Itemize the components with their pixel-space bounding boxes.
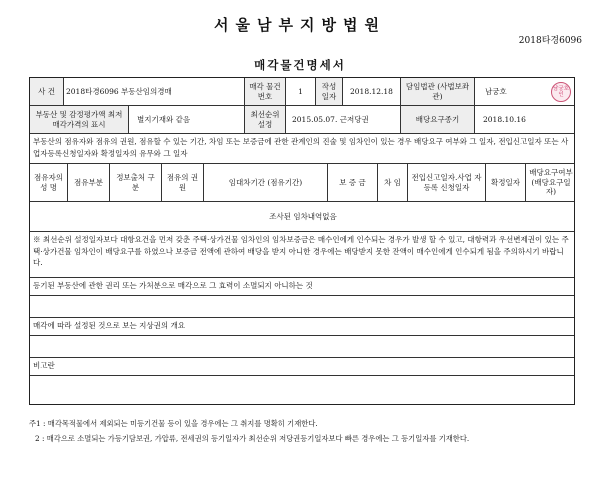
footnotes — [29, 418, 581, 447]
occupancy-col-header: 전입신고일자.사업 자등록 신청일자 — [408, 164, 486, 201]
remarks-content — [30, 376, 574, 404]
occupancy-col-header: 임대차기간 (점유기간) — [204, 164, 328, 201]
footnote-2: 2 : 매각으로 소멸되는 가등기담보권, 가압류, 전세권의 등기일자가 최선순위 저당권등기일자보다 빠른 경우에는 그 등기일자를 기재한다. — [35, 433, 470, 443]
document-title: 매각물건명세서 — [254, 58, 346, 72]
superficies-label: 매각에 따라 설정된 것으로 보는 지상권의 개요 — [30, 318, 574, 336]
occupancy-col-header: 보 증 금 — [328, 164, 378, 201]
superficies-content — [30, 336, 574, 358]
occupancy-col-header: 점유부분 — [68, 164, 110, 201]
occupancy-col-header: 차 임 — [378, 164, 408, 201]
case-row — [30, 78, 574, 106]
appraisal-label: 부동산 및 감정평가액 최저매각가격의 표시 — [30, 106, 129, 133]
appraisal-row — [30, 106, 574, 134]
occupancy-col-header: 점유의 권 원 — [162, 164, 204, 201]
appraisal-value: 별지기재와 같음 — [129, 106, 245, 133]
occupancy-empty-row — [30, 202, 574, 232]
footnote-1: 주1 : 매각목적물에서 제외되는 미등기건물 등이 있을 경우에는 그 취지를 명확히 기재한다. — [29, 419, 318, 428]
case-value: 2018타경6096 부동산임의경매 — [64, 78, 245, 105]
written-date-value: 2018.12.18 — [343, 78, 401, 105]
extinguish-content — [30, 296, 574, 318]
case-number: 2018타경6096 — [518, 36, 582, 46]
judge-seal: 남궁호 인 — [551, 82, 571, 102]
written-date-label: 작성 일자 — [316, 78, 343, 105]
remarks-label: 비고란 — [30, 358, 574, 376]
occupancy-table-header — [30, 164, 574, 202]
item-no-label: 매각 물건번호 — [245, 78, 286, 105]
senior-right-label: 최선순위 설정 — [245, 106, 286, 133]
warning-note: ※ 최선순위 설정일자보다 대항요건을 먼저 갖춘 주택·상가건물 임차인의 임차보증금은 매수인에게 인수되는 경우가 발생 할 수 있고, 대항력과 우선변제권이 있는 주택·상가건물 임차인이 배당요구를 하였으나 보증금 전액에 관하여 배당을 받지 아니한 경우에는 배당받지 못한 잔액이 매수인에게 인수되게 됨을 주의하시기 바랍니다. — [30, 232, 574, 278]
statement-sheet — [29, 77, 575, 405]
judge-label: 담임법관 (사법보좌관) — [401, 78, 475, 105]
item-no-value: 1 — [286, 78, 316, 105]
senior-right-value: 2015.05.07. 근저당권 — [286, 106, 401, 133]
extinguish-label: 등기된 부동산에 관한 권리 또는 가처분으로 매각으로 그 효력이 소멸되지 아니하는 것 — [30, 278, 574, 296]
occupancy-col-header: 정보출처 구 분 — [110, 164, 162, 201]
deadline-value: 2018.10.16 — [483, 114, 526, 124]
occupancy-description: 부동산의 점유자와 점유의 권원, 점유할 수 있는 기간, 차임 또는 보증금에 관한 관계인의 진술 및 임차인이 있는 경우 배당요구 여부와 그 일자, 전입신고일자 또는 사업자등록신청일자와 확정일자의 유무와 그 일자 — [30, 134, 574, 164]
occupancy-col-header: 점유자의 성 명 — [30, 164, 68, 201]
deadline-label: 배당요구종기 — [401, 106, 475, 133]
judge-name: 남궁호 — [485, 86, 507, 96]
occupancy-col-header: 배당요구여부 (배당요구일자) — [529, 167, 573, 197]
occupancy-col-header: 확정일자 — [486, 164, 526, 201]
occupancy-empty-message: 조사된 임차내역없음 — [269, 211, 337, 221]
case-label: 사 건 — [30, 78, 64, 105]
court-name: 서울남부지방법원 — [214, 16, 386, 34]
